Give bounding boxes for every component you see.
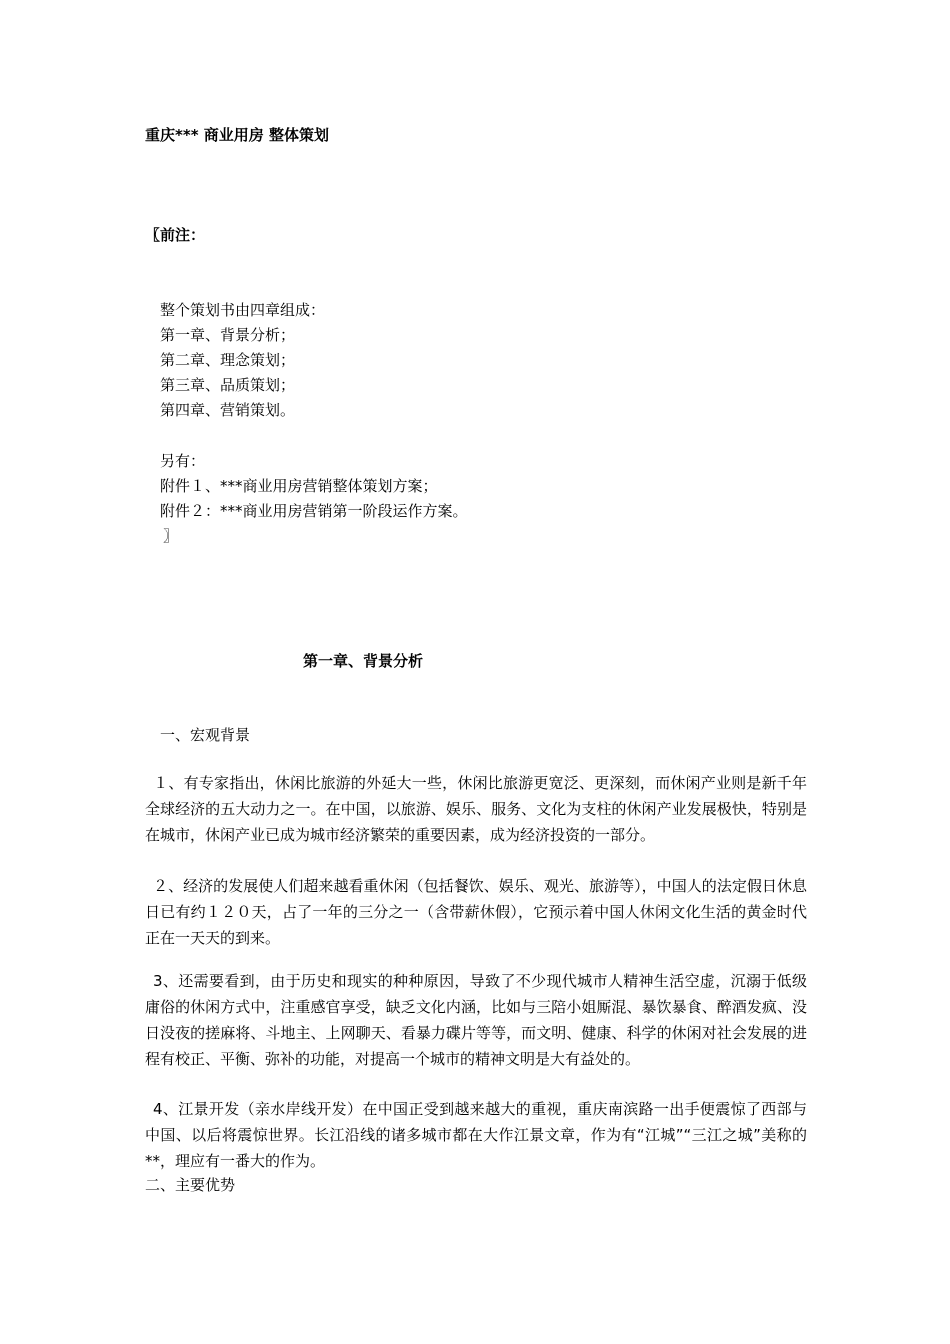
preface-attachment-2: 附件２：***商业用房营销第一阶段运作方案。	[160, 502, 468, 520]
paragraph-1	[145, 770, 807, 848]
preface-chapter-4: 第四章、营销策划。	[160, 401, 296, 419]
paragraph-2	[145, 873, 807, 951]
preface-open-label: 〖前注：	[145, 226, 206, 244]
document-title: 重庆*** 商业用房 整体策划	[145, 126, 329, 144]
section-heading-macro: 一、宏观背景	[160, 726, 251, 744]
preface-close-mark: 〗	[163, 527, 179, 545]
preface-chapter-3: 第三章、品质策划；	[160, 376, 296, 394]
preface-chapter-1: 第一章、背景分析；	[160, 326, 296, 344]
preface-also-label: 另有：	[160, 452, 206, 470]
section-heading-advantages: 二、主要优势	[145, 1176, 236, 1194]
paragraph-2-text: ２、经济的发展使人们超来越看重休闲（包括餐饮、娱乐、观光、旅游等），中国人的法定假日休息日已有约１２０天，占了一年的三分之一（含带薪休假），它预示着中国人休闲文化生活的黄金时代正在一天天的到来。	[145, 877, 807, 947]
paragraph-4-text: 4、江景开发（亲水岸线开发）在中国正受到越来越大的重视，重庆南滨路一出手便震惊了西部与中国、以后将震惊世界。长江沿线的诸多城市都在大作江景文章，作为有“江城”“三江之城”美称的**，理应有一番大的作为。	[145, 1100, 807, 1170]
paragraph-1-text: １、有专家指出，休闲比旅游的外延大一些，休闲比旅游更宽泛、更深刻，而休闲产业则是新千年全球经济的五大动力之一。在中国，以旅游、娱乐、服务、文化为支柱的休闲产业发展极快，特别是在城市，休闲产业已成为城市经济繁荣的重要因素，成为经济投资的一部分。	[145, 774, 807, 844]
paragraph-3-text: 3、还需要看到，由于历史和现实的种种原因，导致了不少现代城市人精神生活空虚，沉溺于低级庸俗的休闲方式中，注重感官享受，缺乏文化内涵，比如与三陪小姐厮混、暴饮暴食、醉酒发疯、没日没夜的搓麻将、斗地主、上网聊天、看暴力碟片等等，而文明、健康、科学的休闲对社会发展的进程有校正、平衡、弥补的功能，对提高一个城市的精神文明是大有益处的。	[145, 972, 807, 1068]
preface-chapter-2: 第二章、理念策划；	[160, 351, 296, 369]
paragraph-3	[145, 968, 807, 1072]
chapter-1-heading: 第一章、背景分析	[303, 652, 424, 670]
preface-intro: 整个策划书由四章组成：	[160, 301, 326, 319]
preface-attachment-1: 附件１、***商业用房营销整体策划方案；	[160, 477, 438, 495]
paragraph-4	[145, 1096, 807, 1174]
